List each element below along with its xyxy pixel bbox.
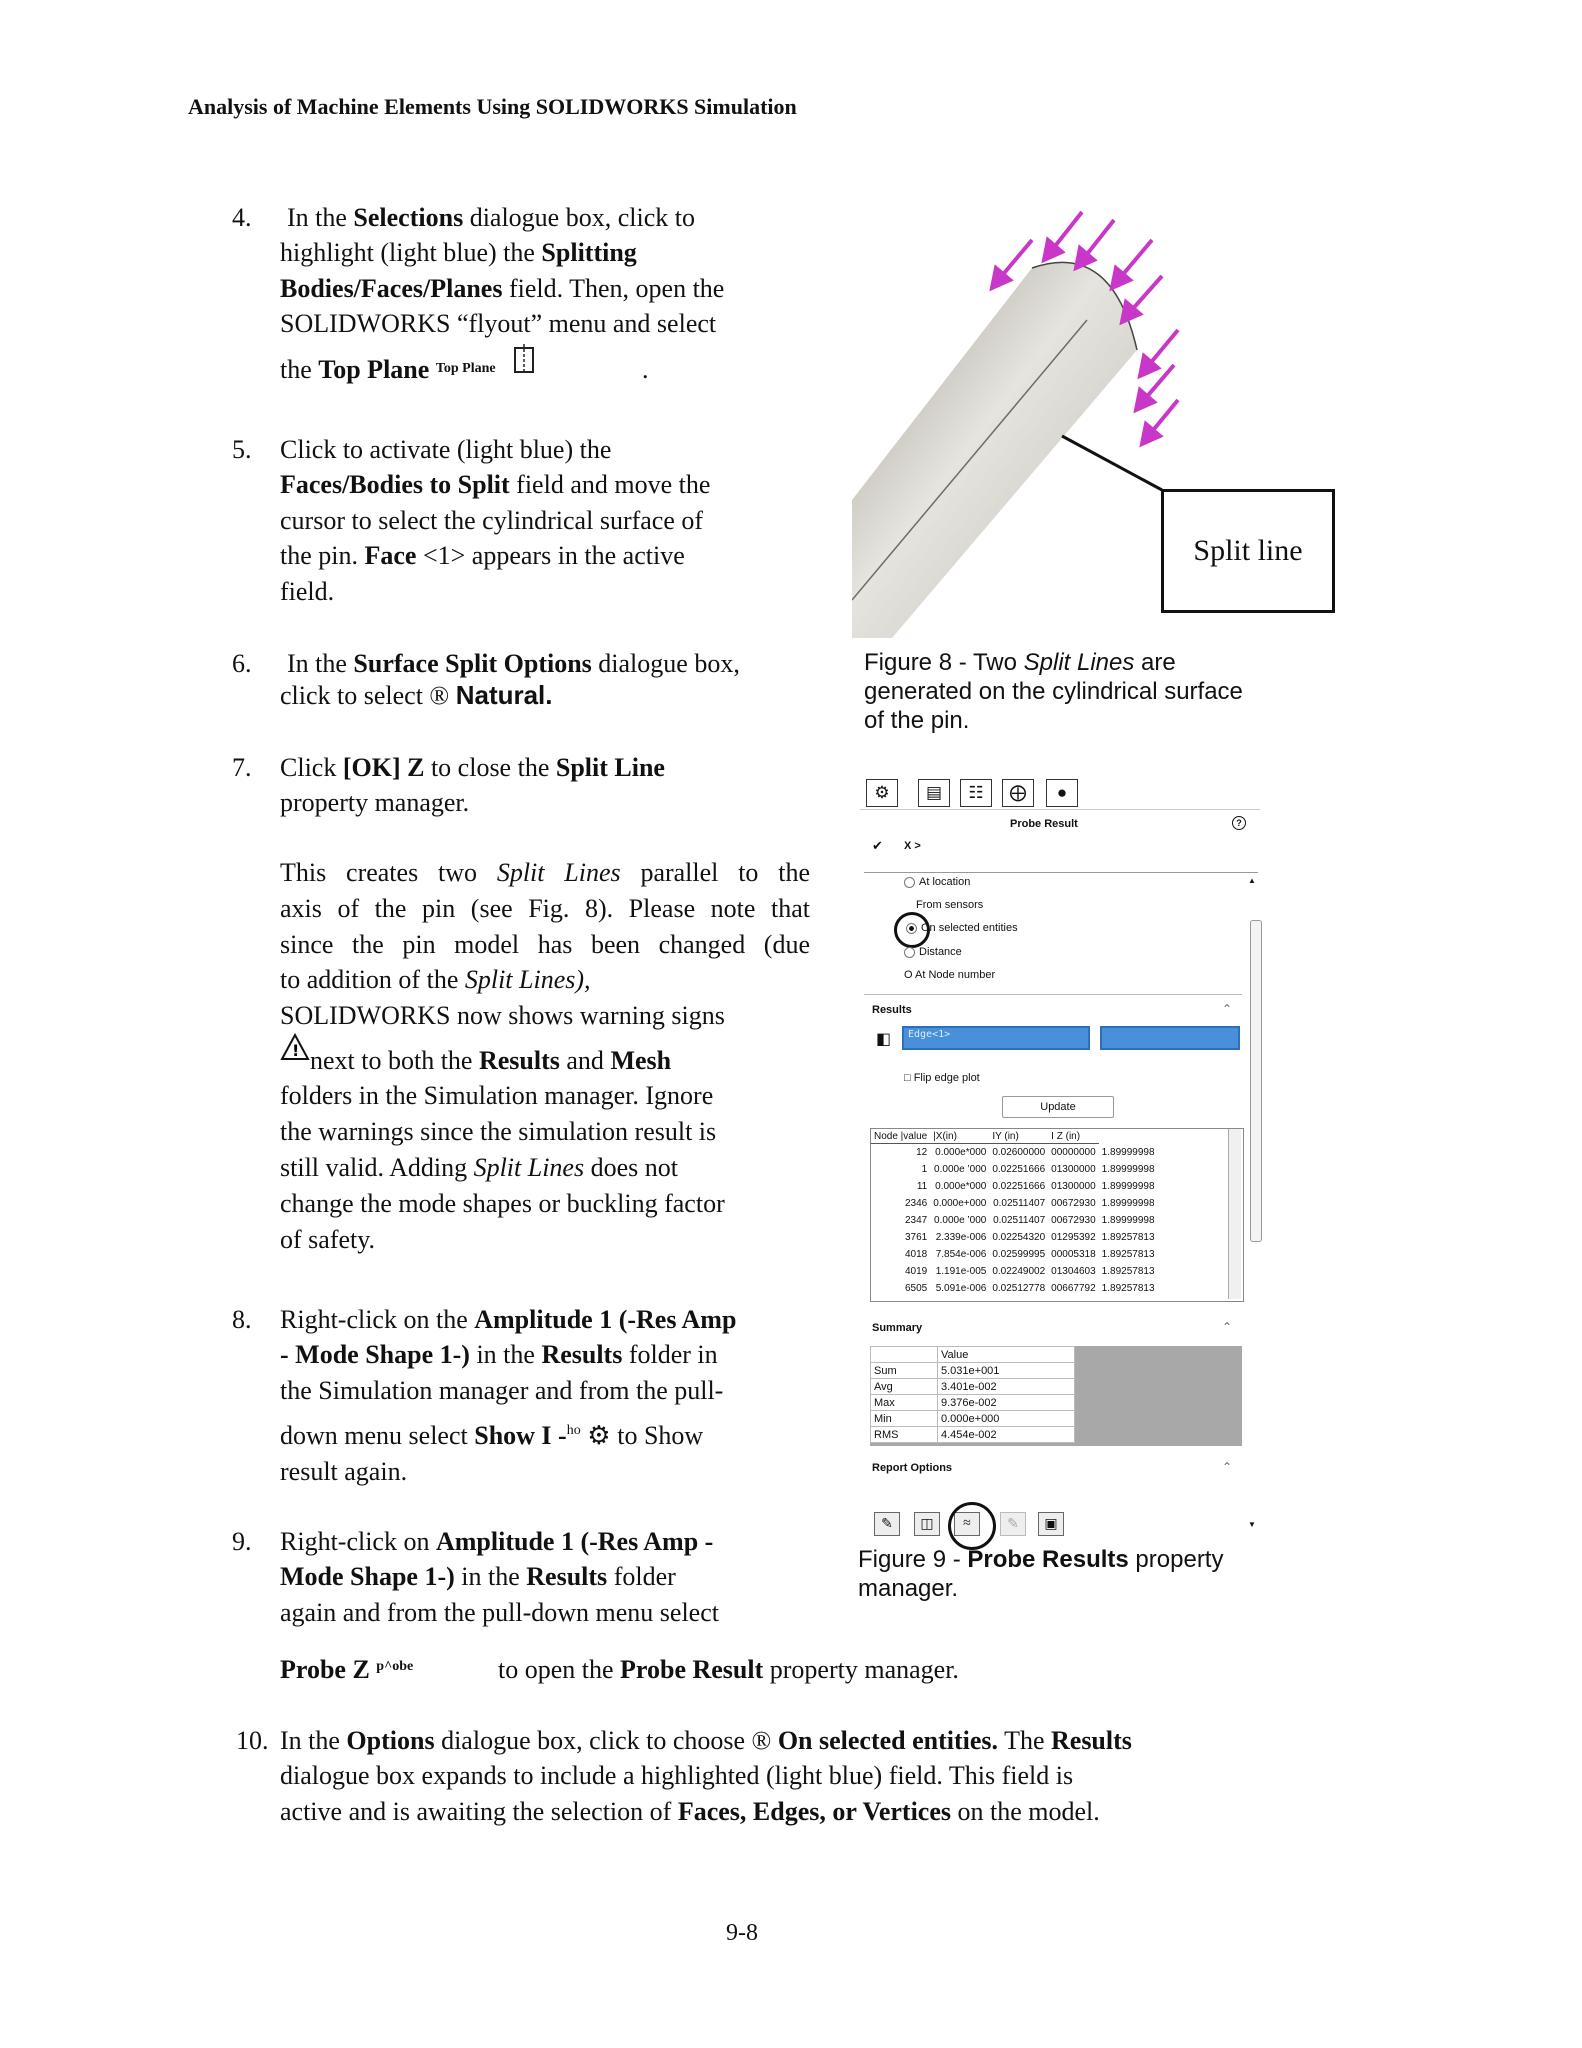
pm-title: Probe Result: [1010, 818, 1078, 830]
table-cell: 0.02600000: [992, 1147, 1046, 1158]
table-row[interactable]: [871, 1195, 1158, 1212]
table-cell: 1.89999998: [1101, 1181, 1155, 1192]
text: field. Then, open the: [502, 274, 725, 303]
highlight-circle: [948, 1502, 996, 1550]
step-10: [232, 1723, 1212, 1833]
column-header[interactable]: Node |value: [871, 1129, 930, 1144]
step-line: [280, 1373, 723, 1409]
table-cell: 0.000e*000: [935, 1181, 987, 1192]
text: to open the: [498, 1655, 621, 1684]
table-cell: 00672930: [1051, 1198, 1096, 1209]
table-cell: 2.339e-006: [935, 1232, 987, 1243]
table-cell: 0.02254320: [992, 1232, 1046, 1243]
table-cell: 4019: [904, 1266, 928, 1277]
table-row[interactable]: [871, 1178, 1158, 1195]
text-italic: Split Lines: [473, 1153, 585, 1182]
summary-row: [871, 1363, 1075, 1379]
para-line: [280, 1114, 716, 1150]
option-label: Distance: [919, 946, 962, 958]
step-line: [280, 1418, 800, 1459]
table-cell: 0.000e ’000: [934, 1164, 987, 1175]
table-cell: 0.000e*000: [935, 1147, 987, 1158]
table-cell: 0.02249002: [992, 1266, 1046, 1277]
text: Click: [280, 753, 343, 782]
step-line: [280, 1758, 1073, 1794]
para-line: [280, 1078, 713, 1114]
cancel-button[interactable]: X >: [904, 840, 921, 852]
step-number: 6.: [232, 649, 252, 678]
table-cell: 4018: [904, 1249, 928, 1260]
table-cell: 0.02511407: [993, 1215, 1046, 1226]
text: Right-click on: [280, 1527, 436, 1556]
summary-value: 9.376e-002: [938, 1395, 1075, 1411]
text: change the mode shapes or buckling factor: [280, 1189, 725, 1218]
highlight-circle: [894, 912, 930, 948]
table-cell: 00005318: [1051, 1249, 1096, 1260]
table-cell: 12: [916, 1147, 928, 1158]
step-number: 9.: [232, 1527, 252, 1556]
text-bold: Mesh: [610, 1046, 672, 1075]
collapse-up-icon[interactable]: ⌃: [1222, 1002, 1233, 1016]
help-icon[interactable]: ?: [1232, 816, 1246, 830]
text: cursor to select the cylindrical surface of: [280, 506, 704, 535]
show-icon: ⚙: [587, 1421, 611, 1450]
step-line: [280, 1652, 1020, 1693]
collapse-up-icon[interactable]: ▲: [1248, 876, 1256, 885]
step-line: [280, 1723, 1132, 1759]
divider: [864, 994, 1242, 995]
summary-label: Max: [871, 1395, 938, 1411]
text: Right-click on the: [280, 1305, 475, 1334]
text-bold: Split Line: [555, 753, 665, 782]
text: field and move the: [509, 470, 711, 499]
field-value: Edge<1>: [908, 1029, 951, 1040]
table-cell: 0.02599995: [992, 1249, 1046, 1260]
option-label: At location: [919, 876, 971, 888]
table-cell: 0.000e+000: [933, 1198, 987, 1209]
text: .: [642, 355, 649, 384]
para-line: [280, 927, 810, 963]
text-bold: Show I -: [474, 1421, 567, 1450]
split-line-label: Split line: [1161, 489, 1335, 613]
caption-line: manager.: [858, 1575, 959, 1602]
scroll-down-icon[interactable]: ▼: [1248, 1520, 1256, 1529]
summary-header-row: [871, 1347, 1075, 1363]
step-number: 8.: [232, 1305, 252, 1334]
selected-entities-field-extension: [1100, 1026, 1240, 1050]
text: property manager.: [280, 788, 470, 817]
step-line: [280, 352, 800, 393]
save-file-icon[interactable]: ◫: [914, 1512, 940, 1536]
table-cell: 01300000: [1051, 1164, 1096, 1175]
summary-panel: [870, 1346, 1242, 1446]
step-line: [287, 200, 695, 236]
table-cell: 00000000: [1051, 1147, 1096, 1158]
option-from-sensors[interactable]: [916, 899, 983, 911]
text: In the: [287, 649, 354, 678]
property-manager-tab-icon[interactable]: ▤: [918, 779, 950, 807]
step-line: [280, 1794, 1100, 1830]
text: Click to activate (light blue) the: [280, 435, 612, 464]
table-header-row: [871, 1129, 1158, 1144]
table-cell: 0.02512778: [992, 1283, 1046, 1294]
table-cell: 1: [921, 1164, 928, 1175]
table-cell: 01300000: [1051, 1181, 1096, 1192]
text-small: p^obe: [376, 1659, 414, 1674]
text: since the pin model has been changed (due: [280, 930, 810, 959]
text-bold: Surface Split Options: [353, 649, 592, 678]
table-cell: 1.89999998: [1101, 1164, 1155, 1175]
text-italic: Split Lines: [496, 858, 621, 887]
text-bold: Bodies/Faces/Planes: [280, 274, 503, 303]
summary-row: [871, 1427, 1075, 1443]
text-bold: Selections: [353, 203, 464, 232]
caption-line: [864, 648, 1304, 677]
step-line: [280, 467, 710, 503]
text-bold: - Mode Shape 1-): [280, 1340, 470, 1369]
text: folder in: [622, 1340, 718, 1369]
step-4: [232, 200, 792, 400]
table-cell: 1.89257813: [1101, 1232, 1155, 1243]
summary-row: [871, 1395, 1075, 1411]
text-bold: Results: [541, 1340, 623, 1369]
step-line: [280, 235, 637, 271]
text: Figure 9 -: [858, 1546, 968, 1573]
para-line: [280, 1043, 671, 1079]
step-line: [280, 306, 716, 342]
text-bold: Faces/Bodies to Split: [280, 470, 510, 499]
step-line: [287, 646, 740, 682]
text: in the: [469, 1340, 542, 1369]
caption-line: generated on the cylindrical surface: [864, 678, 1243, 705]
option-label: O At Node number: [904, 969, 996, 981]
summary-label: RMS: [871, 1427, 938, 1443]
table-cell: 11: [916, 1181, 928, 1192]
table-cell: 1.89257813: [1101, 1249, 1155, 1260]
text: next to both the: [310, 1046, 479, 1075]
summary-header: Value: [938, 1347, 1075, 1363]
para-line: [280, 855, 810, 891]
table-cell: 2347: [904, 1215, 928, 1226]
table-row[interactable]: [871, 1280, 1158, 1297]
para-line: [280, 998, 725, 1034]
report-options-title: Report Options: [872, 1462, 953, 1474]
text: <1> appears in the active: [416, 541, 685, 570]
configuration-tab-icon[interactable]: ☷: [960, 779, 992, 807]
summary-value: 3.401e-002: [938, 1379, 1075, 1395]
probe-table: [871, 1129, 1158, 1297]
text: parallel to the: [620, 858, 811, 887]
explanation-paragraph: [280, 855, 810, 1275]
table-row[interactable]: [871, 1246, 1158, 1263]
image-icon[interactable]: ▣: [1038, 1512, 1064, 1536]
option-at-node-number[interactable]: [904, 969, 995, 981]
text-bold: Results: [1051, 1726, 1132, 1755]
table-cell: 0.02251666: [992, 1164, 1046, 1175]
top-plane-icon-label: Top Plane: [435, 361, 496, 376]
text: folders in the Simulation manager. Ignore: [280, 1081, 714, 1110]
collapse-up-icon[interactable]: ⌃: [1222, 1320, 1233, 1334]
step-line: [280, 750, 665, 786]
text: on the model.: [951, 1797, 1100, 1826]
table-cell: 7.854e-006: [935, 1249, 987, 1260]
text: in the: [454, 1562, 527, 1591]
plot-icon[interactable]: ≈: [954, 1512, 980, 1536]
feature-manager-tab-icon[interactable]: ⚙: [866, 779, 898, 807]
text-bold: On selected entities.: [777, 1726, 999, 1755]
column-header[interactable]: I Z (in): [1048, 1129, 1099, 1144]
table-cell: 2346: [904, 1198, 928, 1209]
option-label: From sensors: [916, 899, 984, 911]
table-cell: 6505: [904, 1283, 928, 1294]
text-bold: Probe Results: [967, 1546, 1129, 1573]
table-cell: 0.02511407: [993, 1198, 1046, 1209]
text: click to select ®: [280, 681, 456, 710]
table-cell: 1.89257813: [1101, 1266, 1155, 1277]
text: The: [998, 1726, 1051, 1755]
text-bold: [OK] Z: [342, 753, 425, 782]
table-cell: 0.02251666: [992, 1181, 1046, 1192]
text: property: [1128, 1546, 1224, 1573]
step-line: [280, 538, 685, 574]
table-cell: 0.000e ’000: [934, 1215, 987, 1226]
text: property manager.: [763, 1655, 959, 1684]
warning-icon: [280, 1033, 310, 1061]
table-cell: 1.89999998: [1101, 1215, 1155, 1226]
step-line: [280, 1524, 713, 1560]
text-bold: Results: [526, 1562, 608, 1591]
top-plane-icon: [436, 361, 496, 376]
text-bold: Splitting: [541, 238, 637, 267]
text: axis of the pin (see Fig. 8). Please note that: [280, 894, 810, 923]
text: still valid. Adding: [280, 1153, 474, 1182]
summary-value: 4.454e-002: [938, 1427, 1075, 1443]
table-cell: 1.89999998: [1101, 1146, 1155, 1158]
table-row[interactable]: [871, 1161, 1158, 1178]
table-cell: 1.191e-005: [935, 1266, 987, 1277]
para-line: [280, 891, 810, 927]
text: In the: [280, 1726, 347, 1755]
text: folder: [607, 1562, 676, 1591]
column-header[interactable]: IY (in): [989, 1129, 1048, 1144]
step-number: 4.: [232, 203, 252, 232]
step-line: [280, 271, 724, 307]
step-8: [232, 1302, 792, 1492]
text-bold: Amplitude 1 (-Res Amp: [474, 1305, 737, 1334]
text: are: [1134, 649, 1176, 676]
step-line: [280, 785, 469, 821]
caption-line: [858, 1545, 1278, 1574]
radio-icon: [904, 947, 915, 958]
text: down menu select: [280, 1421, 475, 1450]
caption-line: of the pin.: [864, 707, 970, 734]
summary-table: [870, 1346, 1075, 1443]
text-small: ho: [566, 1423, 581, 1438]
step-line: [280, 1595, 719, 1631]
text: This creates two: [280, 858, 497, 887]
step-line: [280, 503, 703, 539]
selected-entities-field[interactable]: [902, 1026, 1090, 1050]
option-distance[interactable]: [904, 946, 962, 958]
table-cell: 01295392: [1051, 1232, 1096, 1243]
para-line: [280, 1150, 678, 1186]
table-row[interactable]: [871, 1229, 1158, 1246]
table-cell: 1.89257813: [1101, 1283, 1155, 1294]
edge-selection-icon: ◧: [876, 1031, 892, 1048]
text: SOLIDWORKS “flyout” menu and select: [280, 309, 717, 338]
text: result again.: [280, 1457, 408, 1486]
table-scrollbar[interactable]: [1228, 1129, 1241, 1299]
dimxpert-tab-icon[interactable]: ⨁: [1002, 779, 1034, 807]
step-number: 7.: [232, 753, 252, 782]
flip-edge-plot-checkbox[interactable]: □ Flip edge plot: [904, 1072, 980, 1084]
text: the warnings since the simulation result is: [280, 1117, 717, 1146]
divider: [864, 872, 1258, 873]
table-cell: 00672930: [1051, 1215, 1096, 1226]
summary-row: [871, 1411, 1075, 1427]
step-line: [280, 432, 611, 468]
text-bold: Options: [346, 1726, 435, 1755]
text: and: [559, 1046, 611, 1075]
ok-check-icon[interactable]: ✔: [872, 838, 883, 853]
svg-text:!: !: [292, 1041, 300, 1060]
text-bold: Top Plane: [318, 355, 430, 384]
text: again and from the pull-down menu select: [280, 1598, 719, 1627]
probe-results-table: [870, 1128, 1244, 1302]
text-bold: Probe Result: [620, 1655, 764, 1684]
table-row[interactable]: [871, 1263, 1158, 1280]
step-line: [280, 1559, 676, 1595]
para-line: [280, 1222, 375, 1258]
text: active and is awaiting the selection of: [280, 1797, 678, 1826]
summary-label: Avg: [871, 1379, 938, 1395]
summary-value: 5.031e+001: [938, 1363, 1075, 1379]
text-bold: Faces, Edges, or Vertices: [677, 1797, 952, 1826]
display-tab-icon[interactable]: ●: [1046, 779, 1078, 807]
step-line: [280, 1302, 736, 1338]
update-button[interactable]: Update: [1002, 1096, 1114, 1118]
summary-value: 0.000e+000: [938, 1411, 1075, 1427]
table-cell: 1.89999998: [1101, 1198, 1155, 1209]
summary-corner: [871, 1347, 938, 1363]
table-row[interactable]: [871, 1212, 1158, 1229]
text: SOLIDWORKS now shows warning signs: [280, 1001, 725, 1030]
text-bold: Mode Shape 1-): [280, 1562, 455, 1591]
collapse-up-icon[interactable]: ⌃: [1222, 1460, 1233, 1474]
figure-9-caption: [858, 1545, 1278, 1603]
table-cell: 00667792: [1051, 1283, 1096, 1294]
page-number: 9-8: [726, 1920, 758, 1946]
step-line: [280, 678, 553, 714]
text-bold: Amplitude 1 (-Res Amp -: [435, 1527, 714, 1556]
text-bold: Face: [364, 541, 417, 570]
text: dialogue box expands to include a highlighted (light blue) field. This field is: [280, 1761, 1074, 1790]
text: does not: [584, 1153, 678, 1182]
figure-8-caption: [864, 648, 1304, 735]
probe-result-property-manager: [860, 776, 1262, 1538]
running-header: Analysis of Machine Elements Using SOLIDWORKS Simulation: [188, 94, 797, 119]
table-cell: 5.091e-006: [935, 1283, 987, 1294]
option-label: On selected entities: [921, 922, 1018, 934]
plane-icon: [512, 342, 538, 376]
radio-icon: [904, 877, 915, 888]
text: the pin.: [280, 541, 365, 570]
text: field.: [280, 577, 335, 606]
text: to close the: [424, 753, 556, 782]
column-header[interactable]: |X(in): [930, 1129, 989, 1144]
text: dialogue box, click to choose ®: [434, 1726, 778, 1755]
step-6: [232, 646, 792, 718]
step-line-end: [498, 1652, 959, 1688]
scrollbar[interactable]: [1250, 920, 1262, 1242]
step-number: 5.: [232, 435, 252, 464]
text: to addition of the: [280, 965, 465, 994]
text: highlight (light blue) the: [280, 238, 542, 267]
step-number: 10.: [236, 1726, 269, 1755]
text: to Show: [617, 1421, 704, 1450]
text: dialogue box, click to: [463, 203, 695, 232]
table-cell: 01304603: [1051, 1266, 1096, 1277]
step-line: [280, 1337, 718, 1373]
divider: [860, 809, 1260, 810]
step-line: [280, 574, 334, 610]
summary-row: [871, 1379, 1075, 1395]
step-5: [232, 432, 792, 612]
option-at-location[interactable]: [904, 876, 970, 888]
text: the Simulation manager and from the pull-: [280, 1376, 724, 1405]
text: the: [280, 355, 319, 384]
summary-section-title: Summary: [872, 1322, 923, 1334]
text-italic: Split Lines: [1023, 649, 1135, 676]
text-italic: Split Lines),: [464, 965, 591, 994]
step-7: [232, 750, 792, 822]
table-row[interactable]: [871, 1144, 1158, 1162]
text-bold: Results: [478, 1046, 560, 1075]
text-bold: Natural.: [455, 680, 553, 710]
disabled-chart-icon: ✎: [1000, 1512, 1026, 1536]
save-report-icon[interactable]: ✎: [874, 1512, 900, 1536]
para-line: [280, 962, 591, 998]
text: Figure 8 - Two: [864, 649, 1024, 676]
step-line: [280, 1454, 407, 1490]
text: dialogue box,: [591, 649, 740, 678]
table-cell: 3761: [904, 1232, 928, 1243]
text-bold: Probe Z: [280, 1655, 370, 1684]
text: of safety.: [280, 1225, 376, 1254]
results-section-title: Results: [872, 1004, 912, 1016]
text: In the: [287, 203, 354, 232]
para-line: [280, 1186, 725, 1222]
summary-label: Sum: [871, 1363, 938, 1379]
summary-label: Min: [871, 1411, 938, 1427]
